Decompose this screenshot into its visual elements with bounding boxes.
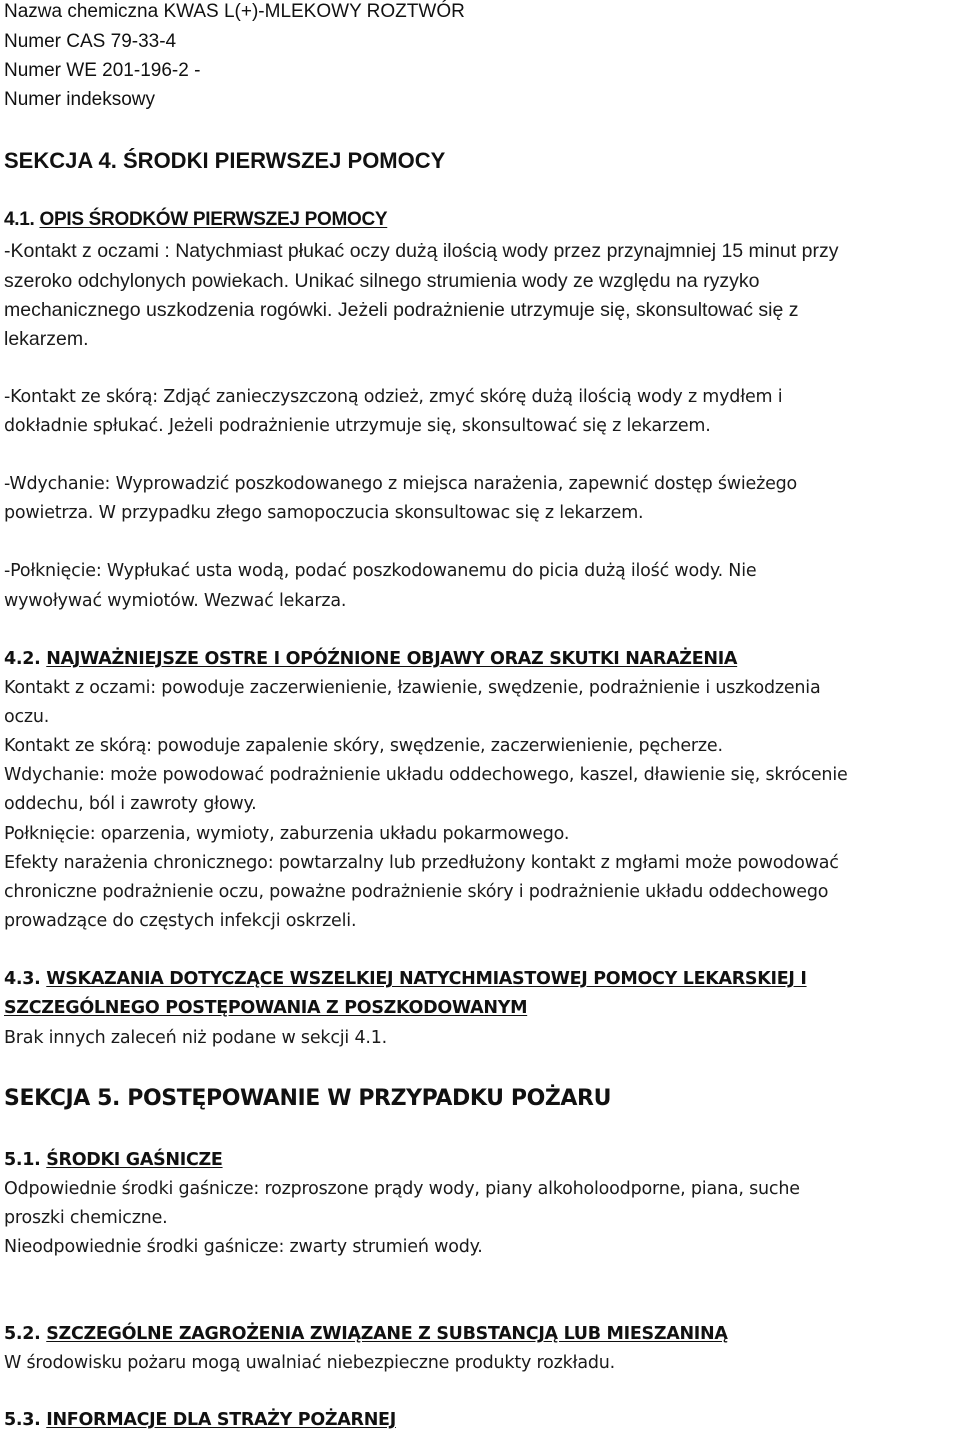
section-5-1-title: ŚRODKI GAŚNICZE: [46, 1150, 223, 1170]
text-line: proszki chemiczne.: [4, 1208, 168, 1228]
text-line: Efekty narażenia chronicznego: powtarzalny lub przedłużony kontakt z mgłami może powodować: [4, 853, 839, 873]
section-5-2-text: W środowisku pożaru mogą uwalniać niebezpieczne produkty rozkładu.: [4, 1353, 616, 1373]
text-line: Nieodpowiednie środki gaśnicze: zwarty strumień wody.: [4, 1237, 483, 1257]
text-line: Połknięcie: oparzenia, wymioty, zaburzenia układu pokarmowego.: [4, 824, 570, 844]
section-4-3-number: 4.3.: [4, 969, 41, 989]
section-5-1-number: 5.1.: [4, 1150, 41, 1170]
section-5-3-number: 5.3.: [4, 1410, 41, 1430]
text-line: -Kontakt ze skórą: Zdjąć zanieczyszczoną odzież, zmyć skórę dużą ilością wody z mydłem i: [4, 387, 783, 407]
section-4-2-title: NAJWAŻNIEJSZE OSTRE I OPÓŹNIONE OBJAWY ORAZ SKUTKI NARAŻENIA: [46, 649, 738, 669]
text-line: Kontakt ze skórą: powoduje zapalenie skóry, swędzenie, zaczerwienienie, pęcherze.: [4, 736, 723, 756]
section-4-3-heading: [4, 971, 807, 989]
section-4-3-text: Brak innych zaleceń niż podane w sekcji 4.1.: [4, 1028, 388, 1048]
text-line: dokładnie spłukać. Jeżeli podrażnienie utrzymuje się, skonsultować się z lekarzem.: [4, 416, 711, 436]
index-number: Numer indeksowy: [4, 89, 155, 110]
section-4-1-number: 4.1.: [4, 209, 35, 230]
text-line: lekarzem.: [4, 328, 89, 350]
section-5-2-title: SZCZEGÓLNE ZAGROŻENIA ZWIĄZANE Z SUBSTANCJĄ LUB MIESZANINĄ: [46, 1324, 728, 1344]
text-line: -Wdychanie: Wyprowadzić poszkodowanego z miejsca narażenia, zapewnić dostęp świeżego: [4, 474, 798, 494]
text-line: -Kontakt z oczami : Natychmiast płukać oczy dużą ilością wody przez przynajmniej 15 minut przy: [4, 240, 839, 262]
text-line: prowadzące do częstych infekcji oskrzeli.: [4, 911, 357, 931]
we-number: Numer WE 201-196-2 -: [4, 60, 201, 81]
cas-number: Numer CAS 79-33-4: [4, 31, 177, 52]
text-line: szeroko odchylonych powiekach. Unikać silnego strumienia wody ze względu na ryzyko: [4, 270, 760, 292]
section-5-2-number: 5.2.: [4, 1324, 41, 1344]
section-4-title: SEKCJA 4. ŚRODKI PIERWSZEJ POMOCY: [4, 148, 446, 173]
section-5-3-title: INFORMACJE DLA STRAŻY POŻARNEJ: [46, 1410, 396, 1430]
text-line: oddechu, ból i zawroty głowy.: [4, 794, 257, 814]
section-4-1-title: OPIS ŚRODKÓW PIERWSZEJ POMOCY: [39, 209, 388, 230]
text-line: wywoływać wymiotów. Wezwać lekarza.: [4, 591, 347, 611]
text-line: powietrza. W przypadku złego samopoczucia skonsultowac się z lekarzem.: [4, 503, 644, 523]
section-5-3-heading: [4, 1412, 396, 1430]
chemical-name: Nazwa chemiczna KWAS L(+)-MLEKOWY ROZTWÓR: [4, 1, 465, 22]
section-5-2-heading: [4, 1326, 728, 1344]
section-4-2-heading: [4, 651, 737, 669]
text-line: oczu.: [4, 707, 50, 727]
text-line: Wdychanie: może powodować podrażnienie układu oddechowego, kaszel, dławienie się, skrócenie: [4, 765, 848, 785]
text-line: Kontakt z oczami: powoduje zaczerwienienie, łzawienie, swędzenie, podrażnienie i uszkodzenia: [4, 678, 821, 698]
section-4-1-heading: [4, 210, 387, 229]
section-4-3-title-line2: SZCZEGÓLNEGO POSTĘPOWANIA Z POSZKODOWANYM: [4, 998, 528, 1018]
section-4-2-number: 4.2.: [4, 649, 41, 669]
section-5-title: SEKCJA 5. POSTĘPOWANIE W PRZYPADKU POŻARU: [4, 1086, 612, 1111]
text-line: chroniczne podrażnienie oczu, poważne podrażnienie skóry i podrażnienie układu oddechowego: [4, 882, 829, 902]
section-5-1-heading: [4, 1152, 223, 1170]
section-4-3-heading-cont: [4, 1000, 527, 1018]
section-4-3-title-line1: WSKAZANIA DOTYCZĄCE WSZELKIEJ NATYCHMIASTOWEJ POMOCY LEKARSKIEJ I: [46, 969, 807, 989]
text-line: -Połknięcie: Wypłukać usta wodą, podać poszkodowanemu do picia dużą ilość wody. Nie: [4, 561, 757, 581]
text-line: Odpowiednie środki gaśnicze: rozproszone prądy wody, piany alkoholoodporne, piana, suche: [4, 1179, 800, 1199]
text-line: mechanicznego uszkodzenia rogówki. Jeżeli podrażnienie utrzymuje się, skonsultować się z: [4, 299, 799, 321]
